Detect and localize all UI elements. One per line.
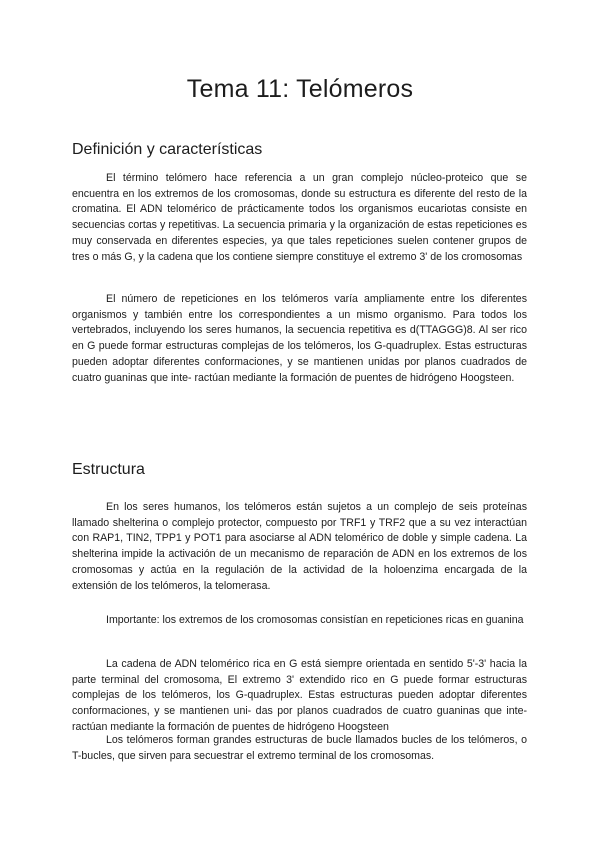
- document-title: Tema 11: Telómeros: [186, 75, 414, 103]
- paragraph: La cadena de ADN telomérico rica en G está siempre orientada en sentido 5'-3' hacia la parte terminal del cromosoma, El extremo 3' extendido rico en G puede formar estructuras complejas de los telómeros, los G-quadruplex. Estas estructuras pueden adoptar diferentes conformaciones, y se mantienen uni- das por planos cuadrados de cuatro guaninas que inte- ractúan mediante la formación de puentes de hidrógeno Hoogsteen: [72, 658, 527, 733]
- section-heading-estructura: Estructura: [72, 461, 145, 478]
- paragraph: El número de repeticiones en los telómeros varía ampliamente entre los diferentes organismos y también entre los correspondientes a un mismo organismo. Para todos los vertebrados, incluyendo los seres humanos, la secuencia repetitiva es d(TTAGGG)8. Al ser rico en G puede formar estructuras complejas de los telómeros, los G-quadruplex. Estas estructuras pueden adoptar diferentes conformaciones, y se mantienen unidas por planos cuadrados de cuatro guaninas que inte- ractúan mediante la formación de puentes de hidrógeno Hoogsteen.: [72, 293, 527, 384]
- section-heading-definicion: Definición y características: [72, 141, 263, 158]
- paragraph-important-note: Importante: los extremos de los cromosomas consistían en repeticiones ricas en guanina: [106, 614, 524, 626]
- paragraph: El término telómero hace referencia a un gran complejo núcleo-proteico que se encuentra en los extremos de los cromosomas, donde su estructura es diferente del resto de la cromatina. El ADN telomérico de prácticamente todos los organismos eucariotas consiste en secuencias cortas y repetitivas. La secuencia primaria y la organización de estas repeticiones es muy conservada en diferentes especies, ya que tales repeticiones suelen contener grupos de tres o más G, y la cadena que los contiene siempre constituye el extremo 3' de los cromosomas: [72, 172, 527, 263]
- paragraph: En los seres humanos, los telómeros están sujetos a un complejo de seis proteínas llamado shelterina o complejo protector, compuesto por TRF1 y TRF2 que a su vez interactúan con RAP1, TIN2, TPP1 y POT1 para asociarse al ADN telomérico de doble y simple cadena. La shelterina impide la activación de un mecanismo de reparación de ADN en los extremos de los cromosomas y actúa en la regulación de la actividad de la holoenzima encargada de la extensión de los telómeros, la telomerasa.: [72, 501, 527, 592]
- paragraph: Los telómeros forman grandes estructuras de bucle llamados bucles de los telómeros, o T-bucles, que sirven para secuestrar el extremo terminal de los cromosomas.: [72, 734, 527, 762]
